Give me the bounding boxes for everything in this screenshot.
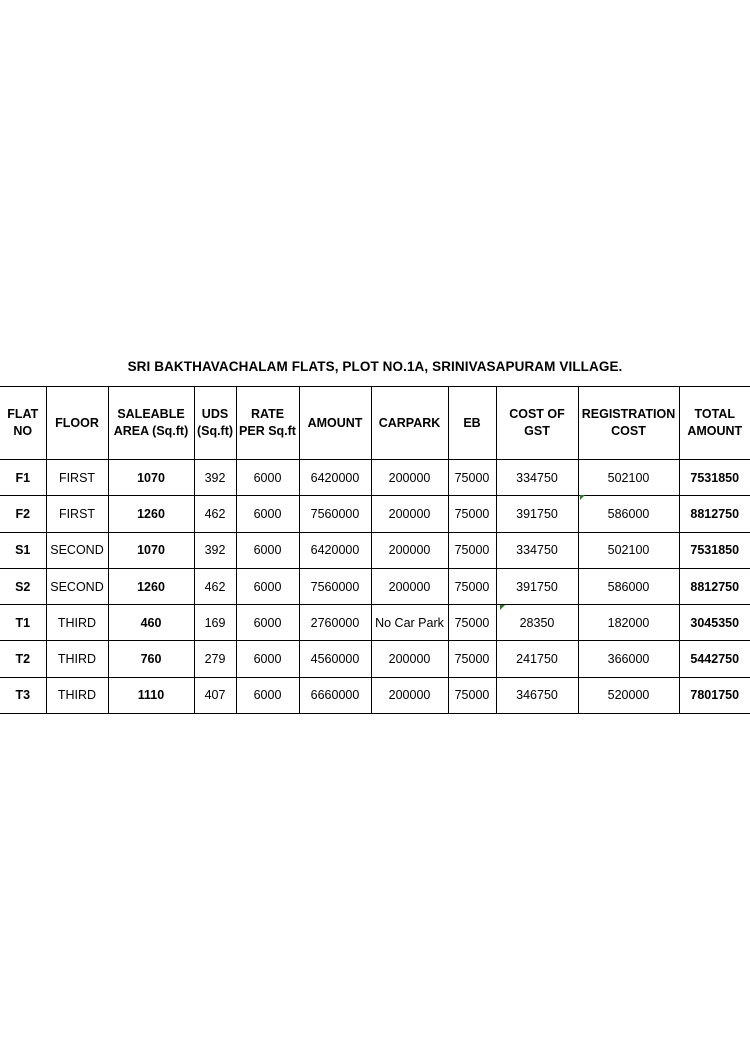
cell-uds: 279 (194, 641, 236, 677)
header-eb: EB (448, 387, 496, 460)
cell-amount: 7560000 (299, 496, 371, 532)
cell-floor: SECOND (46, 568, 108, 604)
cell-registration: 366000 (578, 641, 679, 677)
header-gst: COST OF GST (496, 387, 578, 460)
cell-flat-no: T3 (0, 677, 46, 713)
cell-uds: 392 (194, 532, 236, 568)
cell-registration: 502100 (578, 532, 679, 568)
cell-comment-marker (500, 605, 505, 610)
table-row (0, 532, 750, 568)
flats-price-table (0, 386, 750, 714)
cell-gst: 391750 (496, 496, 578, 532)
cell-floor: SECOND (46, 532, 108, 568)
header-rate: RATE PER Sq.ft (236, 387, 299, 460)
cell-amount: 6420000 (299, 460, 371, 496)
table-row (0, 460, 750, 496)
cell-registration: 586000 (578, 568, 679, 604)
cell-gst: 28350 (496, 605, 578, 641)
cell-saleable-area: 460 (108, 605, 194, 641)
cell-total: 3045350 (679, 605, 750, 641)
cell-uds: 462 (194, 568, 236, 604)
cell-amount: 2760000 (299, 605, 371, 641)
cell-gst: 334750 (496, 460, 578, 496)
cell-rate: 6000 (236, 532, 299, 568)
table-row (0, 568, 750, 604)
cell-rate: 6000 (236, 641, 299, 677)
cell-flat-no: S2 (0, 568, 46, 604)
cell-rate: 6000 (236, 605, 299, 641)
header-carpark: CARPARK (371, 387, 448, 460)
table-header-row (0, 387, 750, 460)
cell-rate: 6000 (236, 568, 299, 604)
cell-saleable-area: 1260 (108, 568, 194, 604)
cell-total: 7531850 (679, 460, 750, 496)
table-row (0, 677, 750, 713)
cell-uds: 407 (194, 677, 236, 713)
cell-floor: THIRD (46, 605, 108, 641)
cell-comment-marker (580, 495, 585, 500)
cell-rate: 6000 (236, 496, 299, 532)
header-saleable-area: SALEABLE AREA (Sq.ft) (108, 387, 194, 460)
table-row (0, 496, 750, 532)
cell-flat-no: F2 (0, 496, 46, 532)
cell-eb: 75000 (448, 568, 496, 604)
cell-registration: 502100 (578, 460, 679, 496)
cell-gst: 391750 (496, 568, 578, 604)
cell-registration: 182000 (578, 605, 679, 641)
cell-flat-no: S1 (0, 532, 46, 568)
cell-amount: 7560000 (299, 568, 371, 604)
cell-flat-no: T2 (0, 641, 46, 677)
table-row (0, 605, 750, 641)
header-flat-no: FLAT NO (0, 387, 46, 460)
cell-rate: 6000 (236, 460, 299, 496)
table-row (0, 641, 750, 677)
cell-amount: 6660000 (299, 677, 371, 713)
cell-eb: 75000 (448, 641, 496, 677)
cell-saleable-area: 1260 (108, 496, 194, 532)
cell-uds: 462 (194, 496, 236, 532)
cell-carpark: 200000 (371, 496, 448, 532)
cell-floor: THIRD (46, 677, 108, 713)
document-title: SRI BAKTHAVACHALAM FLATS, PLOT NO.1A, SRINIVASAPURAM VILLAGE. (127, 359, 623, 374)
header-total: TOTAL AMOUNT (679, 387, 750, 460)
cell-carpark: 200000 (371, 460, 448, 496)
cell-total: 7531850 (679, 532, 750, 568)
cell-carpark: No Car Park (371, 605, 448, 641)
cell-total: 5442750 (679, 641, 750, 677)
cell-rate: 6000 (236, 677, 299, 713)
header-amount: AMOUNT (299, 387, 371, 460)
cell-flat-no: T1 (0, 605, 46, 641)
cell-carpark: 200000 (371, 641, 448, 677)
cell-eb: 75000 (448, 532, 496, 568)
cell-saleable-area: 1110 (108, 677, 194, 713)
cell-floor: THIRD (46, 641, 108, 677)
header-floor: FLOOR (46, 387, 108, 460)
cell-flat-no: F1 (0, 460, 46, 496)
cell-floor: FIRST (46, 460, 108, 496)
cell-total: 8812750 (679, 568, 750, 604)
cell-total: 7801750 (679, 677, 750, 713)
cell-carpark: 200000 (371, 532, 448, 568)
cell-eb: 75000 (448, 460, 496, 496)
cell-uds: 392 (194, 460, 236, 496)
cell-registration: 520000 (578, 677, 679, 713)
cell-eb: 75000 (448, 677, 496, 713)
cell-floor: FIRST (46, 496, 108, 532)
cell-amount: 6420000 (299, 532, 371, 568)
cell-registration: 586000 (578, 496, 679, 532)
cell-carpark: 200000 (371, 677, 448, 713)
cell-gst: 241750 (496, 641, 578, 677)
cell-saleable-area: 1070 (108, 532, 194, 568)
cell-total: 8812750 (679, 496, 750, 532)
cell-saleable-area: 760 (108, 641, 194, 677)
header-uds: UDS (Sq.ft) (194, 387, 236, 460)
cell-eb: 75000 (448, 605, 496, 641)
cell-amount: 4560000 (299, 641, 371, 677)
header-registration: REGISTRATION COST (578, 387, 679, 460)
cell-eb: 75000 (448, 496, 496, 532)
cell-gst: 346750 (496, 677, 578, 713)
cell-carpark: 200000 (371, 568, 448, 604)
cell-saleable-area: 1070 (108, 460, 194, 496)
cell-gst: 334750 (496, 532, 578, 568)
cell-uds: 169 (194, 605, 236, 641)
